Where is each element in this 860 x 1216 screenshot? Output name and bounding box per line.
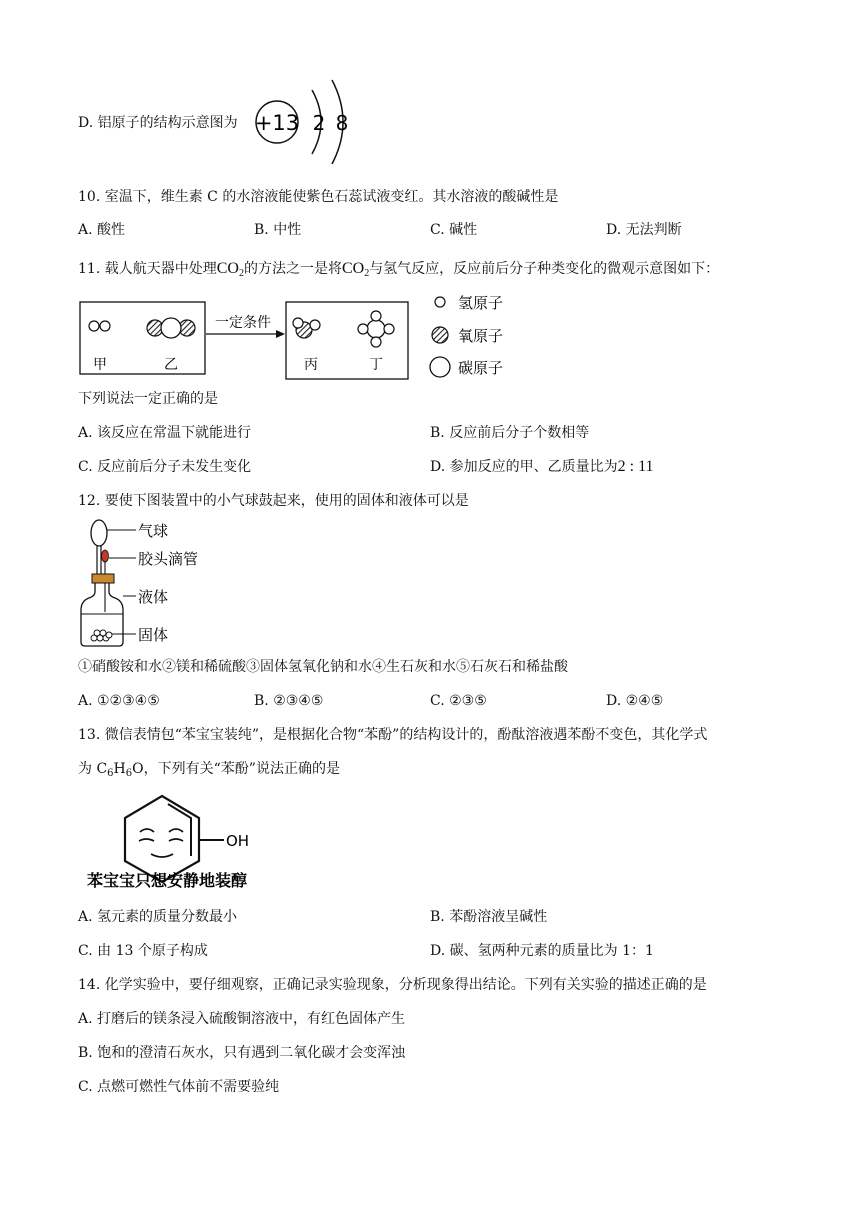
left-eye <box>139 839 154 841</box>
carbon-atom <box>367 320 385 338</box>
balloon <box>91 520 107 546</box>
right-eye <box>169 839 183 841</box>
legend-carbon-icon <box>430 357 450 377</box>
shell1-electrons: 2 <box>312 111 326 135</box>
label-balloon: 气球 <box>138 522 169 540</box>
legend-oxygen-label: 氧原子 <box>458 327 504 345</box>
right-eyebrow <box>169 829 183 832</box>
hydrogen-atom <box>384 324 394 334</box>
q14-option-b: B. 饱和的澄清石灰水，只有遇到二氧化碳才会变浑浊 <box>78 1045 406 1061</box>
q10-option-a: A. 酸性 <box>78 222 126 238</box>
aluminum-atom-diagram <box>250 78 360 168</box>
product-label-bing: 丙 <box>304 357 318 373</box>
hydrogen-atom <box>89 321 99 331</box>
solid-pellets <box>106 632 112 638</box>
hydrogen-atom <box>371 311 381 321</box>
q11-option-b: B. 反应前后分子个数相等 <box>430 425 590 441</box>
q12-choices: ①硝酸铵和水②镁和稀硫酸③固体氢氧化钠和水④生石灰和水⑤石灰石和稀盐酸 <box>78 659 568 675</box>
q12-option-b: B. ②③④⑤ <box>254 693 324 709</box>
label-liquid: 液体 <box>138 588 169 606</box>
q13-stem-line1: 13. 微信表情包“苯宝宝装纯”，是根据化合物“苯酚”的结构设计的，酚酞溶液遇苯酚不变色，其化学式 <box>78 727 708 743</box>
q10-option-c: C. 碱性 <box>430 222 478 238</box>
legend-hydrogen-icon <box>435 297 445 307</box>
q12-option-a: A. ①②③④⑤ <box>78 693 160 709</box>
q11-stem: 11. 载人航天器中处理$CO_2$的方法之一是将$CO_2$与氢气反应，反应前后分子种类变化的微观示意图如下： <box>78 260 720 279</box>
legend-hydrogen-label: 氢原子 <box>458 294 504 312</box>
reactant-label-yi: 乙 <box>164 357 178 373</box>
q14-option-a: A. 打磨后的镁条浸入硫酸铜溶液中，有红色固体产生 <box>78 1011 406 1027</box>
left-eyebrow <box>140 829 154 832</box>
q10-option-b: B. 中性 <box>254 222 302 238</box>
q13-stem-line2: 为 $C_6H_6O$，下列有关“苯酚”说法正确的是 <box>78 761 340 779</box>
q11-option-a: A. 该反应在常温下就能进行 <box>78 425 252 441</box>
q12-stem: 12. 要使下图装置中的小气球鼓起来，使用的固体和液体可以是 <box>78 493 469 509</box>
q12-option-c: C. ②③⑤ <box>430 693 487 709</box>
nucleus-charge: +13 <box>254 111 300 135</box>
q13-option-b: B. 苯酚溶液呈碱性 <box>430 909 548 925</box>
product-label-ding: 丁 <box>369 357 383 373</box>
arrow-condition-label: 一定条件 <box>215 315 271 331</box>
hydrogen-atom <box>358 324 368 334</box>
shell2-electrons: 8 <box>335 111 349 135</box>
q10-stem: 10. 室温下，维生素 C 的水溶液能使紫色石蕊试液变红。其水溶液的酸碱性是 <box>78 189 559 205</box>
legend-carbon-label: 碳原子 <box>458 359 504 377</box>
carbon-atom <box>161 318 181 338</box>
q12-option-d: D. ②④⑤ <box>606 693 664 709</box>
balloon-apparatus-diagram <box>78 518 208 650</box>
q13-option-d: D. 碳、氢两种元素的质量比为 1：1 <box>430 943 654 959</box>
label-solid: 固体 <box>138 626 169 644</box>
benzene-hexagon <box>125 796 199 882</box>
q11-option-c: C. 反应前后分子未发生变化 <box>78 459 252 475</box>
phenol-meme-image <box>84 792 264 896</box>
bottle-stopper <box>92 574 114 583</box>
q11-option-d: D. 参加反应的甲、乙质量比为2 : 11 <box>430 458 654 475</box>
mass-ratio: 2 : 11 <box>617 458 654 475</box>
q14-stem: 14. 化学实验中，要仔细观察，正确记录实验现象，分析现象得出结论。下列有关实验的描述正确的是 <box>78 977 707 993</box>
q9-option-d: D. 铝原子的结构示意图为 <box>78 115 238 131</box>
hydroxyl-label: OH <box>226 832 250 850</box>
hydrogen-atom <box>293 318 303 328</box>
q14-option-c: C. 点燃可燃性气体前不需要验纯 <box>78 1079 280 1095</box>
q13-option-a: A. 氢元素的质量分数最小 <box>78 909 238 925</box>
hydrogen-atom <box>371 337 381 347</box>
smile-mouth <box>151 854 173 857</box>
hydrogen-atom <box>100 321 110 331</box>
reaction-micro-diagram <box>78 287 528 383</box>
hydrogen-atom <box>310 320 320 330</box>
dropper-bulb <box>102 550 109 562</box>
label-dropper: 胶头滴管 <box>138 550 199 568</box>
q13-option-c: C. 由 13 个原子构成 <box>78 943 208 959</box>
reaction-arrow-head <box>276 330 285 338</box>
q10-option-d: D. 无法判断 <box>606 222 682 238</box>
q11-lead: 下列说法一定正确的是 <box>78 391 218 407</box>
legend-oxygen-icon <box>432 327 448 343</box>
meme-caption: 苯宝宝只想安静地装醇 <box>87 871 248 890</box>
reactant-label-jia: 甲 <box>93 357 107 373</box>
